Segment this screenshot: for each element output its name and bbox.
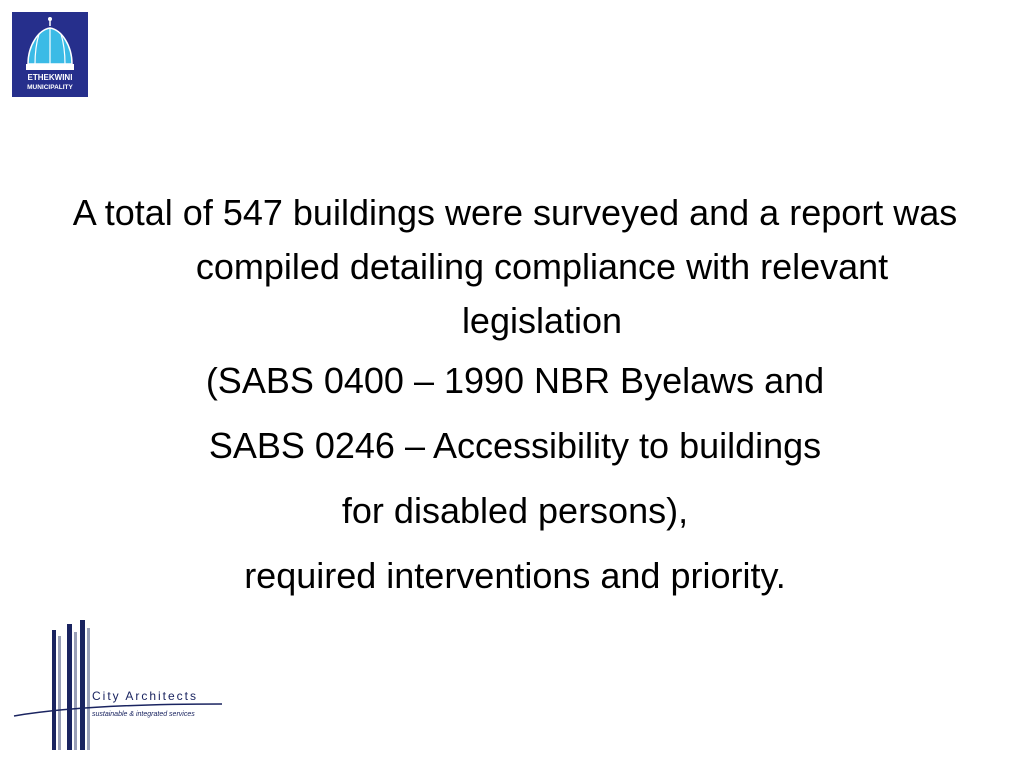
city-architects-logo [12, 620, 232, 760]
body-line-4: required interventions and priority. [244, 555, 786, 596]
logo-top-line1: ETHEKWINI [27, 73, 73, 82]
logo-top-line2: MUNICIPALITY [27, 84, 73, 91]
logo-bottom-subtitle: sustainable & integrated services [92, 711, 195, 718]
logo-bottom-title: City Architects [92, 689, 199, 703]
body-line-2: SABS 0246 – Accessibility to buildings [208, 425, 822, 466]
slide-body [60, 186, 970, 608]
body-line-3: for disabled persons), [341, 490, 689, 531]
survey-paragraph: A total of 547 buildings were surveyed and a report was compiled detailing compliance with relevant legislation [72, 192, 958, 341]
body-line-1: (SABS 0400 – 1990 NBR Byelaws and [205, 360, 825, 401]
ethekwini-logo [12, 12, 88, 97]
